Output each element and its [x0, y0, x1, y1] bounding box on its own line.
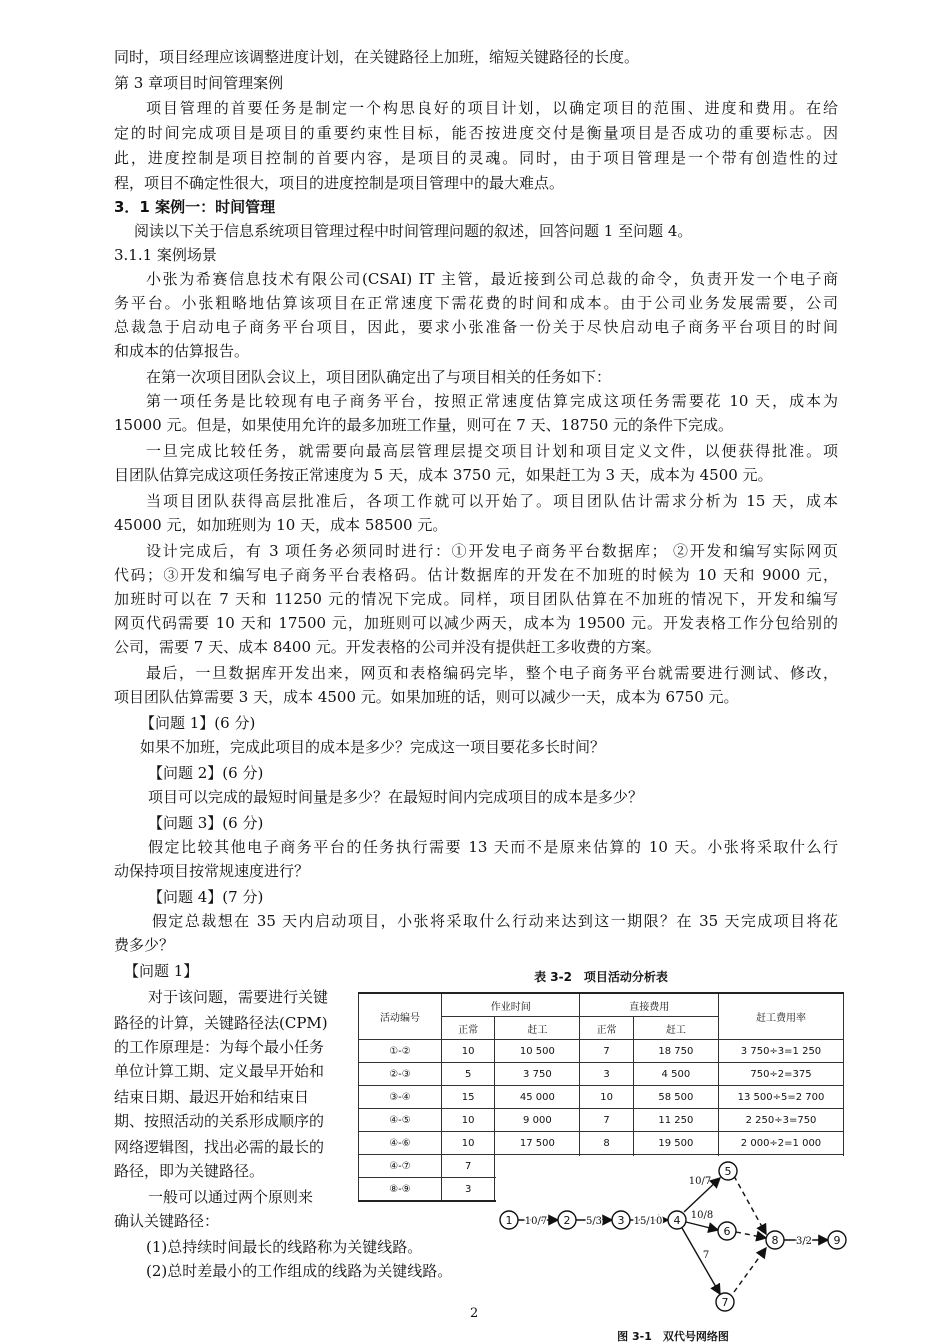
- text-line: (1)总持续时间最长的线路称为关键线路。: [146, 1238, 423, 1256]
- text-line: 路径的计算，关键路径法(CPM): [114, 1014, 328, 1032]
- subsection-heading: 3.1.1 案例场景: [114, 246, 217, 264]
- network-caption: 图 3-1 双代号网络图: [617, 1330, 729, 1343]
- text-line: 网络逻辑图，找出必需的最长的: [114, 1138, 325, 1156]
- text-line: 总裁急于启动电子商务平台项目，因此，要求小张准备一份关于尽快启动电子商务平台项目的时间: [114, 318, 838, 336]
- edge-4-7: [682, 1228, 720, 1294]
- text-line: 同时，项目经理应该调整进度计划，在关键路径上加班，缩短关键路径的长度。: [114, 48, 640, 66]
- node-label: 8: [771, 1234, 779, 1247]
- text-line: 假定比较其他电子商务平台的任务执行需要 13 天而不是原来估算的 10 天。小张将采取什么行: [148, 838, 838, 856]
- table-row: [359, 1063, 844, 1086]
- table-cell: 58 500: [633, 1086, 718, 1109]
- edge-7-8: [734, 1248, 766, 1292]
- node-label: 4: [673, 1214, 681, 1227]
- table-cell: 2 000÷2=1 000: [719, 1132, 844, 1155]
- table-cell: 9 000: [495, 1109, 580, 1132]
- text-line: 加班时可以在 7 天和 11250 元的情况下完成。同样，项目团队估算在不加班的情况下，开发和编写: [114, 590, 838, 608]
- edge-label: 10/7: [524, 1216, 548, 1227]
- edge-label: 7: [702, 1250, 710, 1261]
- node-label: 7: [721, 1296, 729, 1309]
- table-cell: ④-⑥: [359, 1132, 442, 1155]
- table-cell: ⑧-⑨: [359, 1178, 442, 1202]
- node-label: 3: [617, 1214, 625, 1227]
- table-cell: 45 000: [495, 1086, 580, 1109]
- edge-label: 5/3: [585, 1216, 603, 1227]
- network-diagram: [496, 1156, 850, 1328]
- table-cell: 750÷2=375: [719, 1063, 844, 1086]
- table-caption: 表 3-2 项目活动分析表: [534, 970, 668, 984]
- question-heading: 【问题 3】(6 分): [148, 814, 264, 832]
- text-line: 项目管理的首要任务是制定一个构思良好的项目计划，以确定项目的范围、进度和费用。在给: [146, 99, 838, 117]
- text-line: 确认关键路径：: [114, 1212, 220, 1230]
- header-activity: 活动编号: [359, 993, 442, 1040]
- text-line: 最后，一旦数据库开发出来，网页和表格编码完毕，整个电子商务平台就需要进行测试、修改，: [146, 664, 838, 682]
- table-cell: 10: [442, 1109, 495, 1132]
- table-cell: 11 250: [633, 1109, 718, 1132]
- node-label: 1: [505, 1214, 513, 1227]
- text-line: 公司，需要 7 天、成本 8400 元。开发表格的公司并没有提供赶工多收费的方案。: [114, 638, 661, 656]
- table-cell: ④-⑦: [359, 1155, 442, 1178]
- node-label: 5: [724, 1165, 732, 1178]
- answer-heading: 【问题 1】: [124, 962, 199, 980]
- network-diagram-figure: [496, 1156, 850, 1344]
- question-heading: 【问题 4】(7 分): [148, 888, 264, 906]
- question-heading: 【问题 1】(6 分): [140, 714, 256, 732]
- text-line: 期、按照活动的关系形成顺序的: [114, 1112, 325, 1130]
- section-heading: 3．1 案例一：时间管理: [114, 198, 276, 216]
- table-cell: 10: [442, 1132, 495, 1155]
- text-line: 假定总裁想在 35 天内启动项目，小张将采取什么行动来达到这一期限？在 35 天完成项目将花: [152, 912, 838, 930]
- table-row: [359, 1040, 844, 1063]
- table-cell: 3: [442, 1178, 495, 1202]
- table-cell: 3 750: [495, 1063, 580, 1086]
- table-row: [359, 1086, 844, 1109]
- table-cell: 10 500: [495, 1040, 580, 1063]
- table-cell: ①-②: [359, 1040, 442, 1063]
- table-row: [359, 1132, 844, 1155]
- text-line: 45000 元，如加班则为 10 天，成本 58500 元。: [114, 516, 448, 534]
- header-cost: 直接费用: [580, 993, 719, 1017]
- text-line: 一般可以通过两个原则来: [148, 1188, 314, 1206]
- text-line: 设计完成后，有 3 项任务必须同时进行：①开发电子商务平台数据库； ②开发和编写实际网页: [146, 542, 838, 560]
- table-cell: 7: [442, 1155, 495, 1178]
- chapter-title: 第 3 章项目时间管理案例: [114, 74, 284, 92]
- edge-6-8: [736, 1232, 766, 1238]
- page-number: 2: [470, 1306, 479, 1321]
- table-cell: 17 500: [495, 1132, 580, 1155]
- text-line: 网页代码需要 10 天和 17500 元，加班则可以减少两天，成本为 19500 元。开发表格工作分包给别的: [114, 614, 838, 632]
- edge-5-8: [734, 1176, 766, 1234]
- table-cell: 10: [580, 1086, 633, 1109]
- edge-label: 10/7: [688, 1176, 712, 1187]
- text-line: 对于该问题，需要进行关键: [148, 988, 329, 1006]
- header-crash: 赶工: [495, 1017, 580, 1040]
- text-line: (2)总时差最小的工作组成的线路为关键线路。: [146, 1262, 453, 1280]
- table-cell: 10: [442, 1040, 495, 1063]
- table-cell: 15: [442, 1086, 495, 1109]
- table-cell: ②-③: [359, 1063, 442, 1086]
- text-line: 在第一次项目团队会议上，项目团队确定出了与项目相关的任务如下：: [146, 368, 612, 386]
- question-heading: 【问题 2】(6 分): [148, 764, 264, 782]
- header-crash: 赶工: [633, 1017, 718, 1040]
- text-line: 路径，即为关键路径。: [114, 1162, 265, 1180]
- text-line: 单位计算工期、定义最早开始和: [114, 1062, 325, 1080]
- text-line: 项目团队估算需要 3 天，成本 4500 元。如果加班的话，则可以减少一天，成本为 6750 元。: [114, 688, 739, 706]
- edge-label: 3/2: [795, 1236, 813, 1247]
- text-line: 和成本的估算报告。: [114, 342, 250, 360]
- text-line: 此，进度控制是项目控制的首要内容，是项目的灵魂。同时，由于项目管理是一个带有创造性的过: [114, 149, 838, 167]
- header-normal: 正常: [442, 1017, 495, 1040]
- header-rate: 赶工费用率: [719, 993, 844, 1040]
- text-line: 目团队估算完成这项任务按正常速度为 5 天，成本 3750 元，如果赶工为 3 天，成本为 4500 元。: [114, 466, 773, 484]
- text-line: 阅读以下关于信息系统项目管理过程中时间管理问题的叙述，回答问题 1 至问题 4。: [134, 222, 693, 240]
- table-cell: ④-⑤: [359, 1109, 442, 1132]
- table-cell: 2 250÷3=750: [719, 1109, 844, 1132]
- text-line: 结束日期、最迟开始和结束日: [114, 1088, 310, 1106]
- table-cell: 3 750÷3=1 250: [719, 1040, 844, 1063]
- text-line: 代码；③开发和编写电子商务平台表格码。估计数据库的开发在不加班的时候为 10 天和 9000 元，: [114, 566, 838, 584]
- text-line: 一旦完成比较任务，就需要向最高层管理层提交项目计划和项目定义文件，以便获得批准。项: [146, 442, 838, 460]
- text-line: 第一项任务是比较现有电子商务平台，按照正常速度估算完成这项任务需要花 10 天，成本为: [146, 392, 838, 410]
- edge-label: 10/8: [690, 1210, 714, 1221]
- text-line: 费多少？: [114, 936, 175, 954]
- text-line: 15000 元。但是，如果使用允许的最多加班工作量，则可在 7 天、18750 元的条件下完成。: [114, 416, 734, 434]
- table-row: [359, 1109, 844, 1132]
- edge-label: 15/10: [633, 1216, 663, 1227]
- node-label: 2: [563, 1214, 571, 1227]
- node-label: 6: [723, 1225, 731, 1238]
- table-cell: 18 750: [633, 1040, 718, 1063]
- text-line: 动保持项目按常规速度进行？: [114, 862, 310, 880]
- text-line: 当项目团队获得高层批准后，各项工作就可以开始了。项目团队估计需求分析为 15 天，成本: [146, 492, 838, 510]
- text-line: 定的时间完成项目是项目的重要约束性目标，能否按进度交付是衡量项目是否成功的重要标志。因: [114, 124, 838, 142]
- table-cell: 13 500÷5=2 700: [719, 1086, 844, 1109]
- table-cell: 5: [442, 1063, 495, 1086]
- table-cell: 8: [580, 1132, 633, 1155]
- table-cell: 7: [580, 1109, 633, 1132]
- text-line: 如果不加班，完成此项目的成本是多少？完成这一项目要花多长时间？: [140, 738, 606, 756]
- header-normal: 正常: [580, 1017, 633, 1040]
- node-label: 9: [833, 1234, 841, 1247]
- edge-4-6: [686, 1222, 718, 1230]
- text-line: 项目可以完成的最短时间量是多少？在最短时间内完成项目的成本是多少？: [148, 788, 644, 806]
- text-line: 程，项目不确定性很大，项目的进度控制是项目管理中的最大难点。: [114, 174, 565, 192]
- text-line: 小张为希赛信息技术有限公司(CSAI) IT 主管，最近接到公司总裁的命令，负责开发一个电子商: [146, 270, 838, 288]
- text-line: 务平台。小张粗略地估算该项目在正常速度下需花费的时间和成本。由于公司业务发展需要，公司: [114, 294, 838, 312]
- table-cell: 4 500: [633, 1063, 718, 1086]
- table-cell: ③-④: [359, 1086, 442, 1109]
- table-cell: 3: [580, 1063, 633, 1086]
- header-duration: 作业时间: [442, 993, 580, 1017]
- table-cell: 7: [580, 1040, 633, 1063]
- table-cell: 19 500: [633, 1132, 718, 1155]
- text-line: 的工作原理是：为每个最小任务: [114, 1038, 325, 1056]
